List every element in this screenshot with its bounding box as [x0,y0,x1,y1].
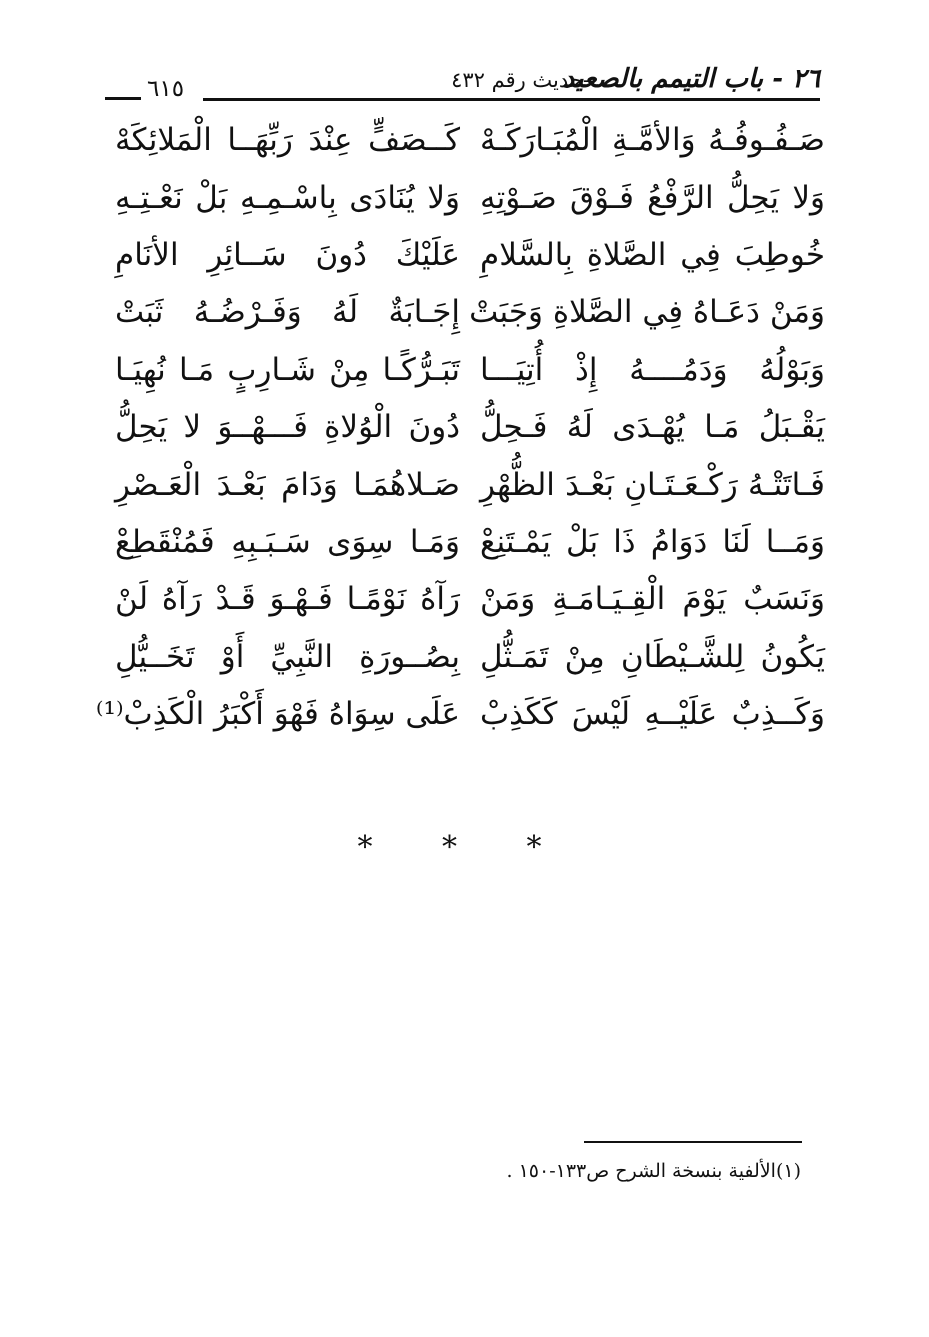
verse-second-hemistich: وَمَـا سِوَى سَـبَـبِهِ فَمُنْقَطِعْ [115,523,460,560]
page-number: ٦١٥ [147,76,185,102]
verse-first-hemistich: خُوطِبَ فِي الصَّلاةِ بِالسَّلامِ [480,236,825,273]
header-rule [203,98,820,101]
verse-second-hemistich: كَــصَفٍّ عِنْدَ رَبِّهَــا الْمَلائِكَهْ [115,122,460,159]
verse-row [115,514,825,571]
verse-row [115,112,825,169]
verse-row [115,284,825,341]
section-divider-stars: * * * [357,830,572,865]
verse-first-hemistich: وَنَسَبٌ يَوْمَ الْقِـيَـامَـةِ وَمَنْ [480,581,825,618]
verse-row [115,169,825,226]
verse-second-hemistich: دُونَ الْوُلاةِ فَـــهْــوَ لا يَحِلُّ [115,409,460,446]
verse-first-hemistich: يَكُونُ لِلشَّـيْطَانِ مِنْ تَمَـثُّلِ [480,638,825,675]
verse-second-hemistich: صَـلاهُمَـا وَدَامَ بَعْـدَ الْعَـصْرِ [115,466,460,503]
page-header [105,62,820,102]
verse-row [115,399,825,456]
verse-first-hemistich: وَمَــا لَنَا دَوَامُ ذَا بَلْ يَمْـتَنِعْ [480,523,825,560]
verse-second-hemistich: وَلا يُنَادَى بِاسْـمِـهِ بَلْ نَعْـتِـهِ [115,179,460,216]
verse-first-hemistich: صَـفُـوفُـهُ وَالأمَّـةِ الْمُبَـارَكَـهْ [480,122,825,159]
verse-row [115,629,825,686]
page-number-dash [105,97,141,100]
hadith-number: -حديث رقم ٤٣٢ [451,68,590,92]
verse-second-hemistich: تَبَـرُّكًـا مِنْ شَـارِبٍ مَـا نُهِيَـا [115,351,460,388]
verse-row [95,686,825,743]
verse-first-hemistich: وَمَنْ دَعَـاهُ فِي الصَّلاةِ وَجَبَتْ [469,294,825,331]
verse-row [115,571,825,628]
verse-row [115,342,825,399]
verse-first-hemistich: وَلا يَحِلُّ الرَّفْعُ فَـوْقَ صَـوْتِهِ [480,179,825,216]
verse-second-hemistich: بِصُــورَةِ النَّبِيِّ أَوْ تَخَــيُّلِ [115,638,460,675]
verse-first-hemistich: وَبَوْلُهُ وَدَمُــــهُ إِذْ أُتِيَـــا [480,351,825,388]
verse-second-hemistich: رَآهُ نَوْمًـا فَـهْـوَ قَـدْ رَآهُ لَنْ [115,581,460,618]
verse-row [115,456,825,513]
footnote: (١)الألفية بنسخة الشرح ص١٣٣-١٥٠ . [506,1160,801,1182]
verse-first-hemistich: فَـاتَتْـهُ رَكْـعَـتَـانِ بَعْـدَ الظُّهْرِ [480,466,825,503]
verse-first-hemistich: يَقْـبَلُ مَـا يُهْـدَى لَهُ فَـحِلُّ [480,409,825,446]
chapter-title: ٢٦ - باب التيمم بالصعيد [562,64,820,94]
verse-second-hemistich: عَلَيْكَ دُونَ سَــائِرِ الأنَامِ [115,236,460,273]
verse-second-hemistich: عَلَى سِوَاهُ فَهْوَ أَكْبَرُ الْكَذِبْ⁽¹⁾ [95,696,460,733]
poem-verses [95,112,825,743]
verse-second-hemistich: إِجَـابَةٌ لَهُ وَفَـرْضُـهُ ثَبَتْ [115,294,460,331]
verse-first-hemistich: وَكَــذِبٌ عَلَيْــهِ لَيْسَ كَكَذِبْ [480,696,825,733]
footnote-rule [584,1141,802,1143]
verse-row [115,227,825,284]
